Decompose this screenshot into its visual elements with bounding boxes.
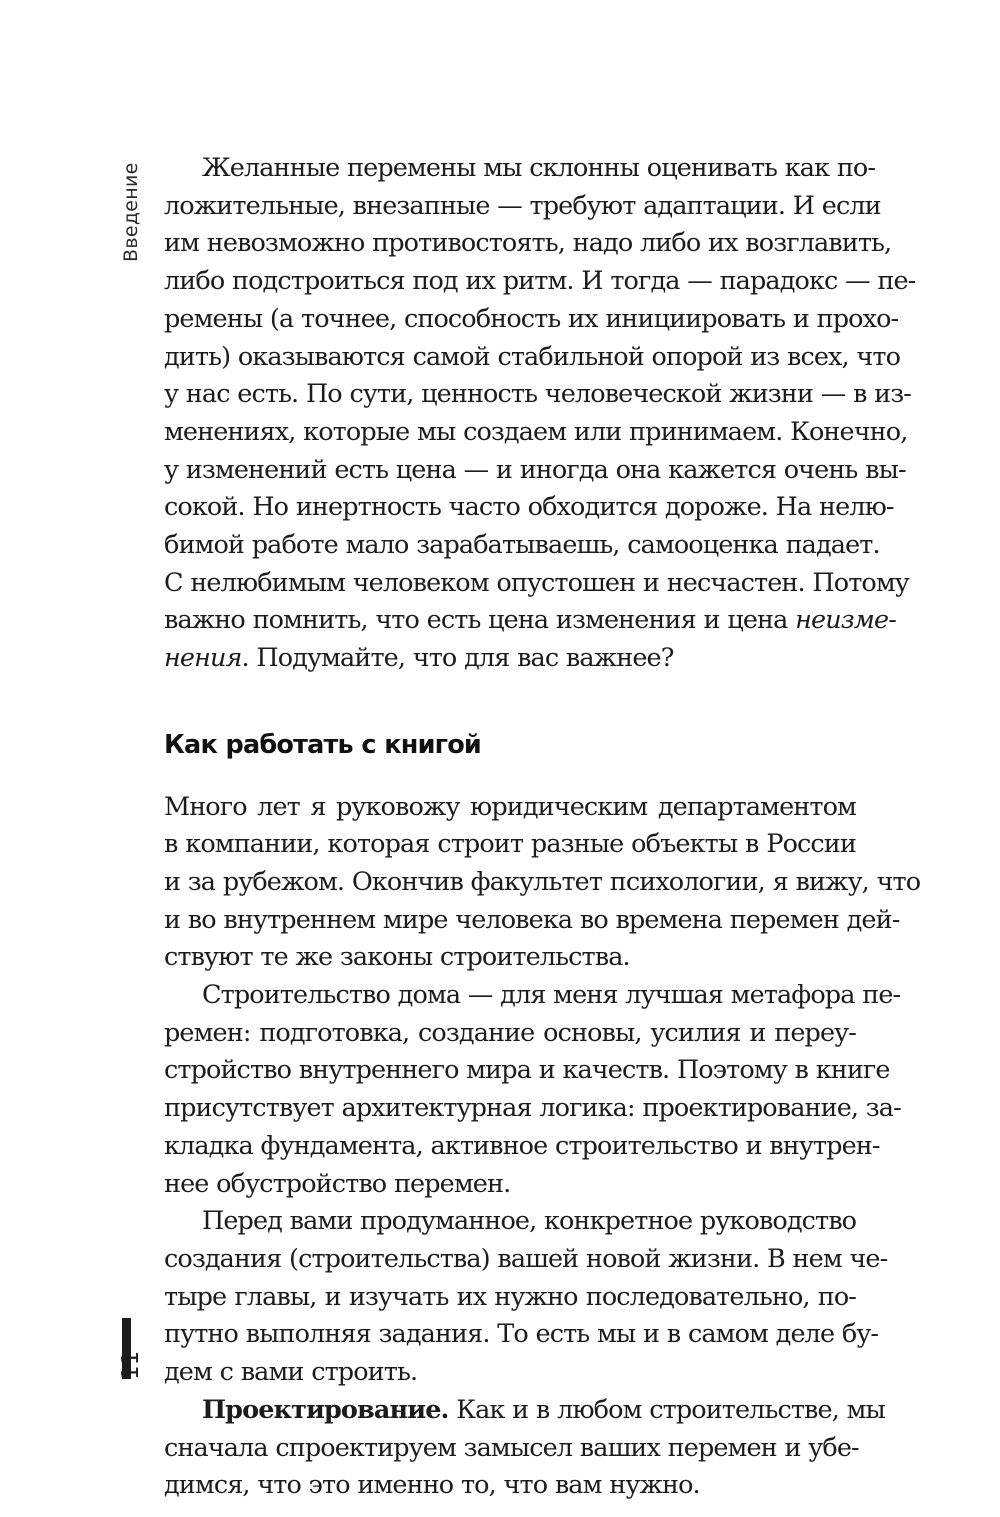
text-line: им невозможно противостоять, надо либо их возглавить, <box>164 228 892 259</box>
text-line: тыре главы, и изучать их нужно последовательно, по- <box>164 1281 856 1312</box>
emphasis-text: неизме- <box>795 605 896 636</box>
text-line: и во внутреннем мире человека во времена перемен дей- <box>164 904 900 935</box>
text-line: дем с вами строить. <box>164 1357 418 1388</box>
text-line: ложительные, внезапные — требуют адаптации. И если <box>164 190 881 221</box>
paragraph-legal-department <box>164 789 921 978</box>
emphasis-text: нения <box>164 643 242 674</box>
text-line: у нас есть. По сути, ценность человеческой жизни — в из- <box>164 379 911 410</box>
page-number: 11 <box>118 1350 144 1380</box>
text-line: Строительство дома — для меня лучшая метафора пе- <box>202 980 901 1011</box>
text-line: димся, что это именно то, что вам нужно. <box>164 1470 700 1501</box>
text-line: Желанные перемены мы склонны оценивать как по- <box>202 153 876 183</box>
text-line: Перед вами продуманное, конкретное руководство <box>202 1206 857 1237</box>
text-segment: важно помнить, что есть цена изменения и цена <box>164 605 796 636</box>
text-line: присутствует архитектурная логика: проектирование, за- <box>164 1093 901 1124</box>
text-segment: Как и в любом строительстве, мы <box>448 1394 885 1425</box>
text-line: кладка фундамента, активное строительство и внутрен- <box>164 1130 880 1161</box>
text-line: создания (строительства) вашей новой жизни. В нем че- <box>164 1243 888 1274</box>
text-line: дить) оказываются самой стабильной опорой из всех, что <box>164 341 901 372</box>
text-line: и за рубежом. Окончив факультет психологии, я вижу, что <box>164 866 921 897</box>
text-line: бимой работе мало зарабатываешь, самооценка падает. <box>164 530 880 561</box>
section-heading: Как работать с книгой <box>164 729 481 760</box>
text-line: путно выполняя задания. То есть мы и в самом деле бу- <box>164 1319 879 1350</box>
text-line <box>164 640 856 678</box>
bold-term: Проектирование. <box>202 1394 449 1425</box>
text-line: сначала спроектируем замысел ваших перемен и убе- <box>164 1432 859 1463</box>
text-line: либо подстроиться под их ритм. И тогда — парадокс — пе- <box>164 266 916 297</box>
text-line: стройство внутреннего мира и качеств. Поэтому в книге <box>164 1055 890 1086</box>
text-column <box>164 150 921 1505</box>
paragraph-house-metaphor <box>164 977 901 1203</box>
text-line: ремены (а точнее, способность их инициировать и прохо- <box>164 303 899 334</box>
text-line: в компании, которая строит разные объекты в России <box>164 829 856 860</box>
text-line <box>164 602 896 640</box>
text-line: менениях, которые мы создаем или принимаем. Конечно, <box>164 416 908 447</box>
text-line: ремен: подготовка, создание основы, усилия и переу- <box>164 1017 856 1048</box>
text-line <box>164 1392 885 1430</box>
text-line: С нелюбимым человеком опустошен и несчастен. Потому <box>164 567 909 598</box>
text-line: сокой. Но инертность часто обходится дороже. На нелю- <box>164 492 894 523</box>
text-line: у изменений есть цена — и иногда она кажется очень вы- <box>164 454 906 485</box>
paragraph-design <box>164 1392 885 1505</box>
paragraph-guide <box>164 1203 888 1392</box>
text-segment: . Подумайте, что для вас важнее? <box>241 643 674 674</box>
text-line: Много лет я руковожу юридическим департаментом <box>164 791 856 822</box>
paragraph-desired-changes <box>164 150 916 678</box>
text-line: ствуют те же законы строительства. <box>164 942 630 973</box>
running-head: Введение <box>120 162 142 262</box>
text-line: нее обустройство перемен. <box>164 1168 511 1199</box>
